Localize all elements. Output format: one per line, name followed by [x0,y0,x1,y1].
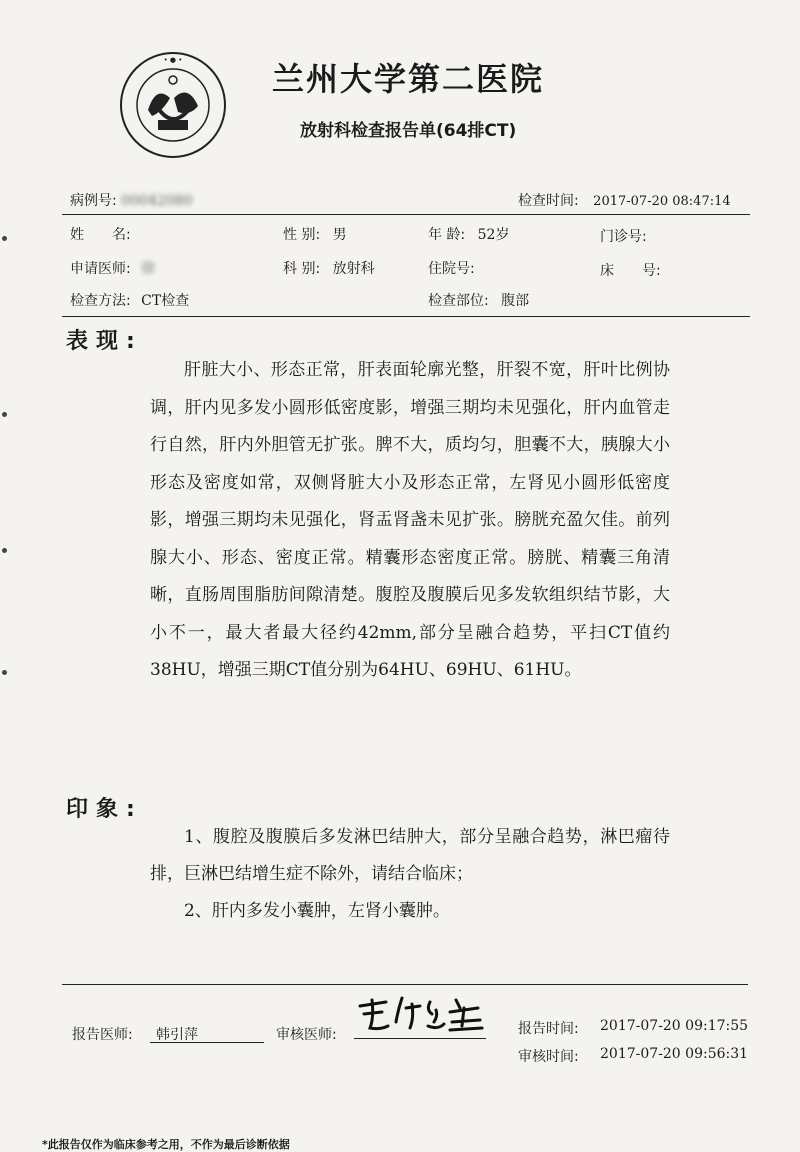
exam-site [428,290,529,310]
patient-age [428,224,509,244]
reporter-underline [150,1042,264,1043]
impression-list [150,819,670,930]
svg-text:• ● •: • ● • [163,56,183,64]
reviewer-label: 审核医师: [276,1027,337,1043]
dept-value: 放射科 [332,261,375,277]
method-value: CT检查 [141,293,190,309]
inpatient-label: 住院号: [428,261,475,277]
outpatient-label: 门诊号: [600,229,647,245]
site-label: 检查部位: [428,293,489,309]
requester-value: 徐 [141,261,156,277]
report-time-label: 报告时间: [518,1021,579,1037]
divider-line [62,316,750,317]
bed-label: 床 号: [600,263,661,279]
report-title: 放射科检查报告单(64排CT) [300,121,517,141]
sex-label: 性 别: [283,227,321,243]
department [283,258,375,278]
case-number-value: 00042080 [121,193,193,209]
review-time-value: 2017-07-20 09:56:31 [600,1046,749,1062]
review-time-label: 审核时间: [518,1049,579,1065]
findings-heading: 表现: [66,329,143,354]
requester-label: 申请医师: [70,261,131,277]
divider-line [62,984,748,985]
reviewer-signature [352,992,492,1036]
scan-speck [2,548,7,553]
impression-heading: 印象: [66,797,143,822]
age-value: 52岁 [477,227,510,243]
exam-time-label: 检查时间: [518,193,579,209]
method-label: 检查方法: [70,293,131,309]
outpatient-number [600,226,647,246]
scan-speck [2,670,7,675]
divider-line [62,214,750,215]
exam-time [518,190,731,210]
findings-text: 肝脏大小、形态正常，肝表面轮廓光整，肝裂不宽，肝叶比例协调，肝内见多发小圆形低密度影，增强三期均未见强化，肝内血管走行自然，肝内外胆管无扩张。脾不大，质均匀，胆囊不大，胰腺大小形态及密度如常，双侧肾脏大小及形态正常，左肾见小圆形低密度影，增强三期均未见强化，肾盂肾盏未见扩张。膀胱充盈欠佳。前列腺大小、形态、密度正常。精囊形态密度正常。膀胱、精囊三角清晰，直肠周围脂肪间隙清楚。腹腔及腹膜后见多发软组织结节影，大小不一，最大者最大径约42mm,部分呈融合趋势，平扫CT值约38HU，增强三期CT值分别为64HU、69HU、61HU。 [150,360,670,680]
age-label: 年 龄: [428,227,466,243]
reporter-name: 韩引萍 [156,1027,198,1043]
exam-time-value: 2017-07-20 08:47:14 [593,194,731,209]
sex-value: 男 [332,227,347,243]
disclaimer-note: *此报告仅作为临床参考之用，不作为最后诊断依据 [42,1138,290,1151]
reporter-label: 报告医师: [72,1027,133,1043]
patient-name-label: 姓 名: [70,227,131,243]
exam-method [70,290,189,310]
scan-speck [2,236,7,241]
inpatient-number [428,258,475,278]
patient-name [70,224,131,244]
impression-item: 1、腹腔及腹膜后多发淋巴结肿大，部分呈融合趋势，淋巴瘤待排，巨淋巴结增生症不除外，请结合临床； [150,827,670,884]
dept-label: 科 别: [283,261,321,277]
bed-number [600,260,661,280]
hospital-logo [118,50,228,160]
case-number [70,190,192,210]
impression-item: 2、肝内多发小囊肿，左肾小囊肿。 [184,901,450,921]
case-number-label: 病例号: [70,193,117,209]
site-value: 腹部 [501,293,530,309]
requesting-physician [70,258,155,278]
patient-sex [283,224,347,244]
reviewer-underline [354,1038,486,1039]
report-time-value: 2017-07-20 09:17:55 [600,1018,749,1034]
hospital-name: 兰州大学第二医院 [272,60,545,98]
scan-speck [2,412,7,417]
